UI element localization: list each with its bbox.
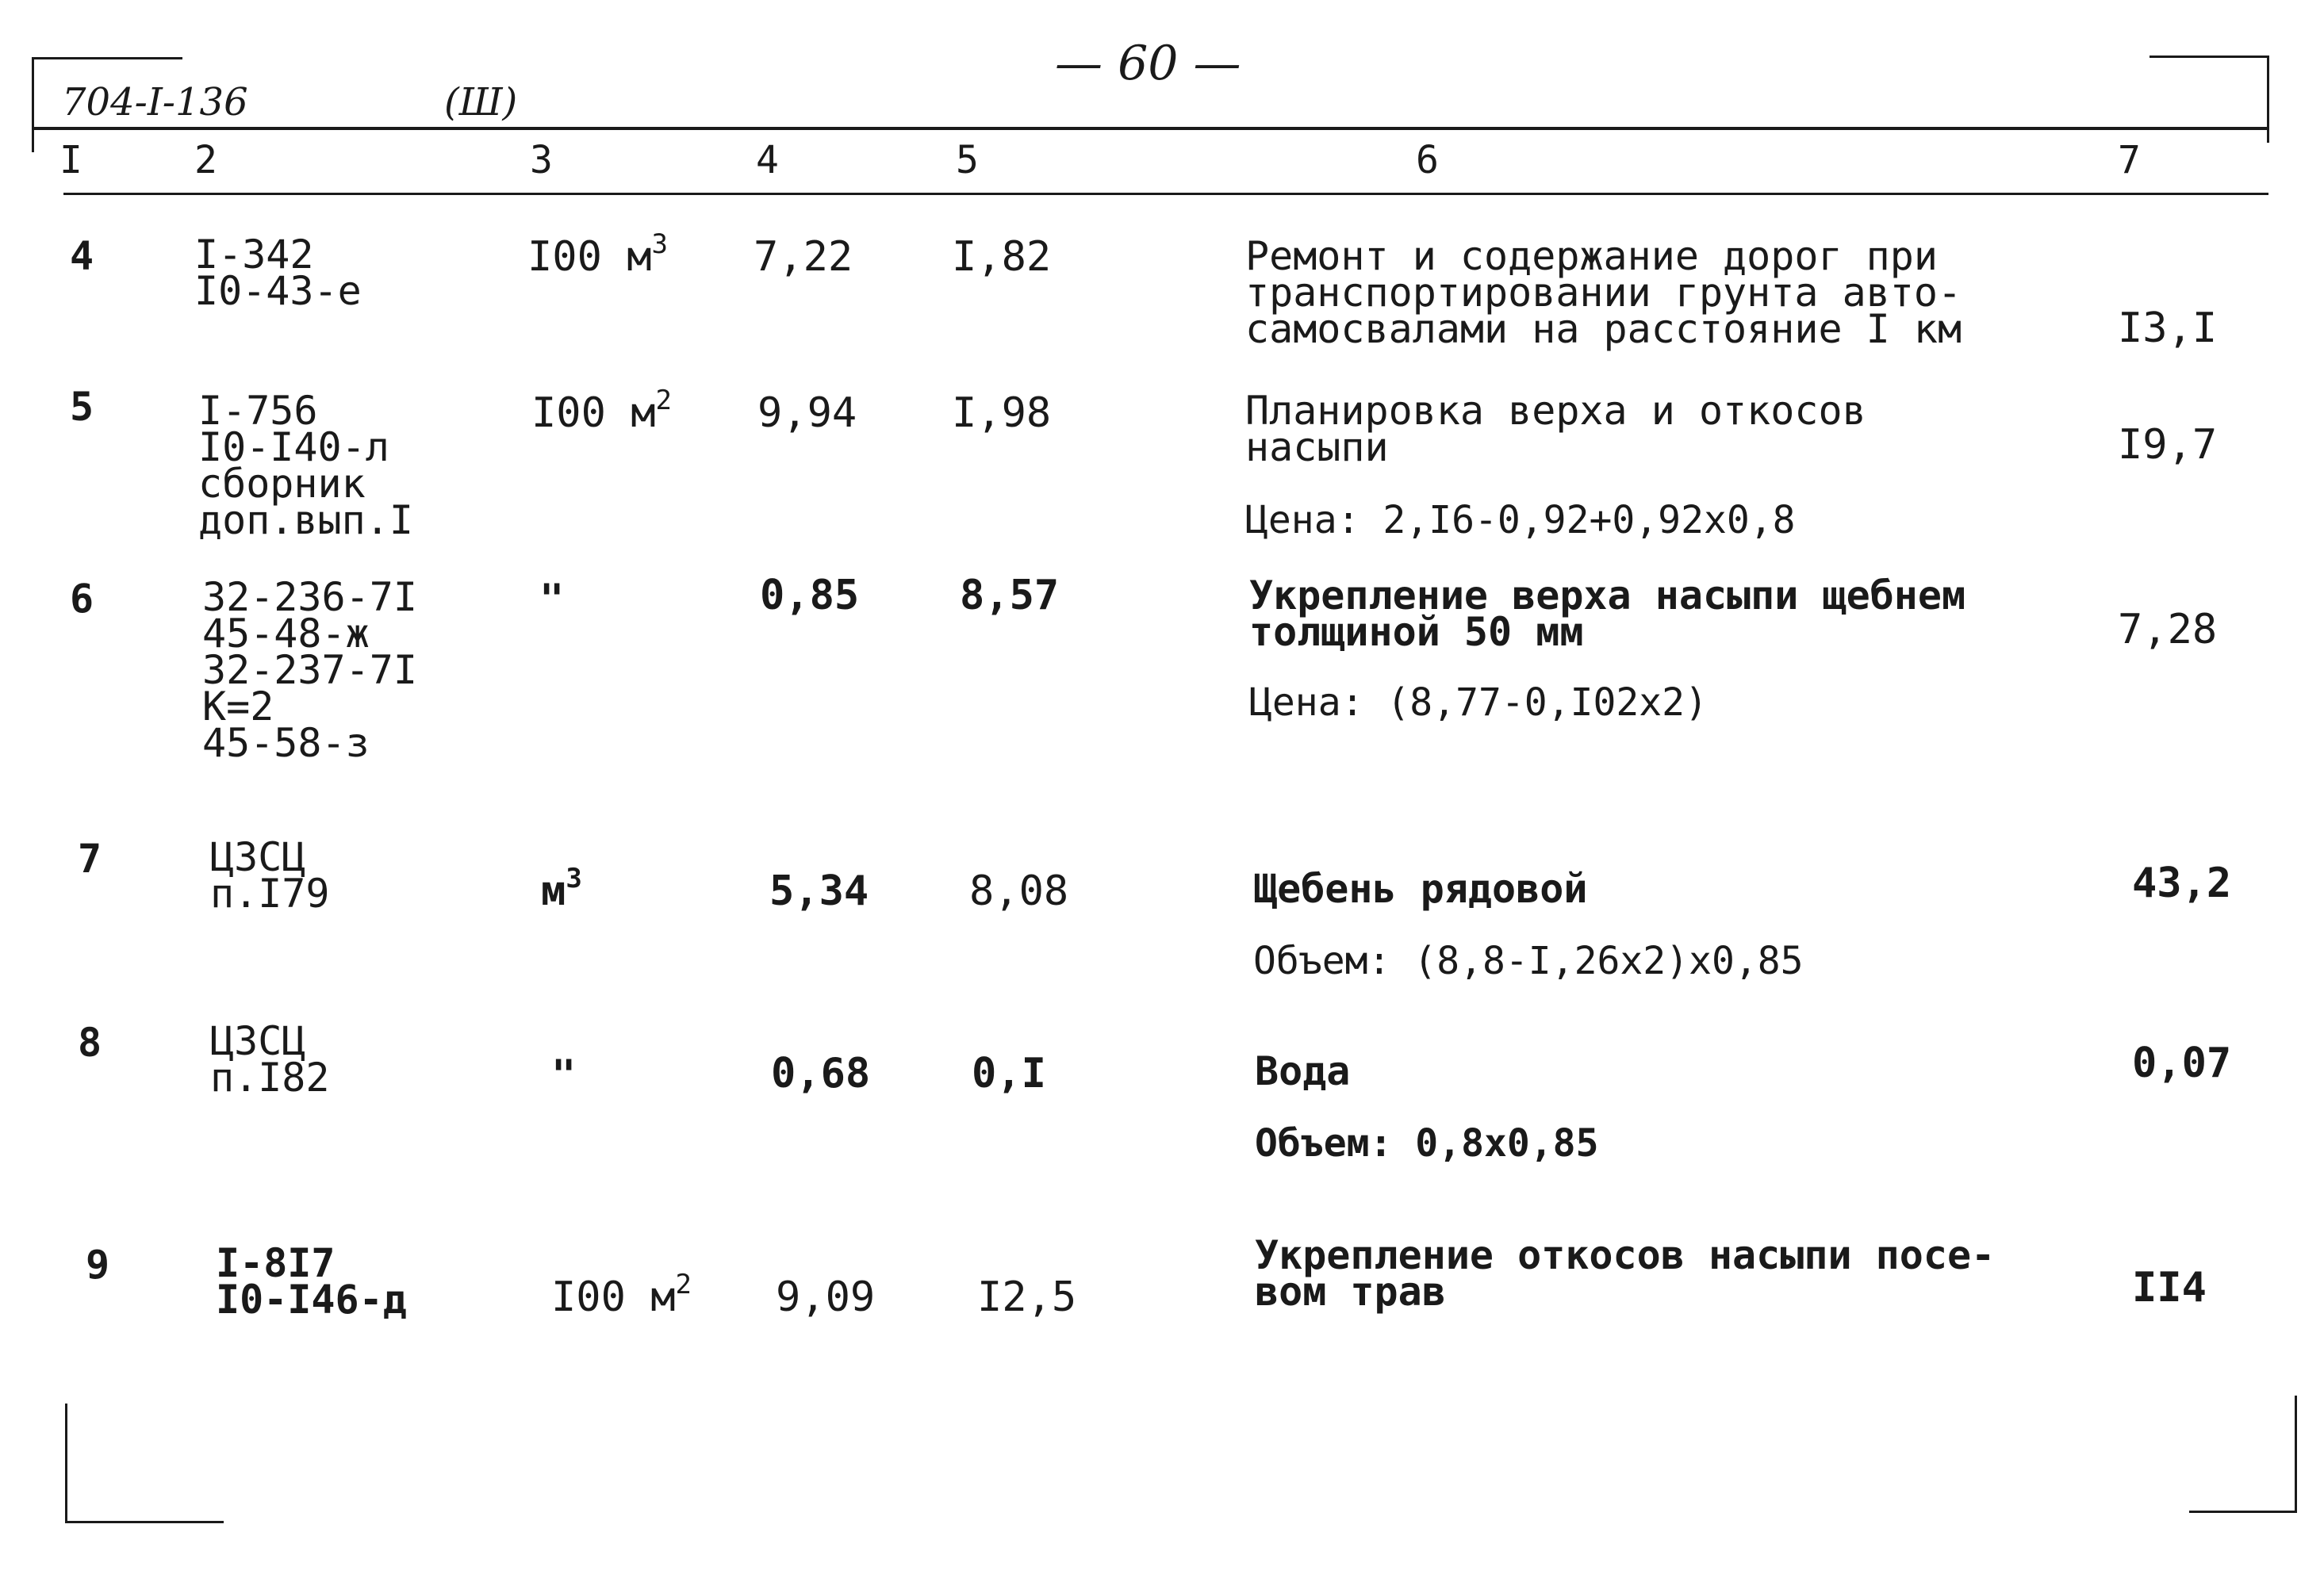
row-col5: 8,57 <box>960 572 1060 619</box>
doc-code: 704-I-136 <box>62 80 248 124</box>
row-col7: 0,07 <box>2132 1040 2232 1087</box>
frame-top-right <box>2150 56 2268 58</box>
row-col5: I,82 <box>952 233 1052 281</box>
column-header-5: 5 <box>956 138 979 182</box>
row-codes: I-342 I0-43-е <box>194 232 362 314</box>
column-header-3: 3 <box>530 138 553 182</box>
frame-right-bottom <box>2295 1396 2297 1513</box>
header-rule-bottom <box>63 193 2268 195</box>
row-index: 9 <box>86 1242 110 1288</box>
row-index: 6 <box>70 576 94 622</box>
row-codes: ЦЗСЦ п.I79 <box>210 834 330 917</box>
row-index: 5 <box>70 384 94 430</box>
column-header-6: 6 <box>1416 138 1439 182</box>
frame-left-top <box>32 57 34 152</box>
row-col4: 5,34 <box>769 867 869 915</box>
row-index: 8 <box>78 1020 102 1066</box>
column-header-4: 4 <box>756 138 779 182</box>
column-header-1: I <box>59 138 82 182</box>
row-note: Объем: 0,8х0,85 <box>1255 1121 1599 1166</box>
frame-bottom-left <box>65 1521 224 1523</box>
section-marker: (Ш) <box>444 80 518 124</box>
row-col7: I9,7 <box>2118 421 2218 469</box>
row-description: Щебень рядовой <box>1253 866 1588 912</box>
row-col4: 0,85 <box>760 572 860 619</box>
row-unit: " <box>551 1051 577 1099</box>
row-codes: I-756 I0-I40-л сборник доп.вып.I <box>198 388 413 543</box>
row-index: 4 <box>70 233 94 279</box>
row-description: Ремонт и содержание дорог при транспортировании грунта авто- самосвалами на расстояние I км <box>1245 233 1962 352</box>
column-header-2: 2 <box>194 138 217 182</box>
row-index: 7 <box>78 836 102 882</box>
row-note: Цена: (8,77-0,I02х2) <box>1249 680 1708 725</box>
row-description: Планировка верха и откосов насыпи <box>1245 388 1866 470</box>
frame-top-left <box>32 57 182 59</box>
frame-bottom-right <box>2189 1511 2297 1513</box>
row-col5: 0,I <box>972 1050 1046 1097</box>
row-unit: I00 $м^3$ <box>527 228 669 281</box>
row-col4: 7,22 <box>754 233 853 281</box>
row-codes: I-8I7 I0-I46-д <box>216 1240 407 1323</box>
row-col4: 9,94 <box>757 389 857 437</box>
header-rule-top <box>32 127 2268 130</box>
row-col5: I2,5 <box>977 1273 1077 1321</box>
row-col7: 43,2 <box>2132 860 2232 907</box>
row-note: Объем: (8,8-I,26х2)х0,85 <box>1253 939 1804 983</box>
row-col7: I3,I <box>2118 304 2218 352</box>
row-codes: 32-236-7I 45-48-ж 32-237-7I К=2 45-58-з <box>202 574 417 766</box>
row-unit: $м^3$ <box>541 863 582 915</box>
row-col7: II4 <box>2132 1264 2207 1312</box>
row-codes: ЦЗСЦ п.I82 <box>210 1018 330 1101</box>
row-col7: 7,28 <box>2118 606 2218 653</box>
row-description: Укрепление верха насыпи щебнем толщиной 50 мм <box>1249 573 1966 655</box>
row-note: Цена: 2,I6-0,92+0,92х0,8 <box>1245 498 1796 542</box>
row-unit: I00 $м^2$ <box>531 385 673 437</box>
row-col4: 0,68 <box>771 1050 871 1097</box>
row-description: Укрепление откосов насыпи посе- вом трав <box>1255 1232 1996 1315</box>
column-header-7: 7 <box>2118 138 2141 182</box>
row-col5: I,98 <box>952 389 1052 437</box>
frame-left-bottom <box>65 1404 67 1522</box>
row-unit: " <box>539 576 565 623</box>
row-col5: 8,08 <box>969 867 1069 915</box>
row-description: Вода <box>1255 1048 1351 1094</box>
page-number: — 60 — <box>1055 36 1241 91</box>
row-col4: 9,09 <box>776 1273 876 1321</box>
row-unit: I00 $м^2$ <box>551 1269 692 1321</box>
